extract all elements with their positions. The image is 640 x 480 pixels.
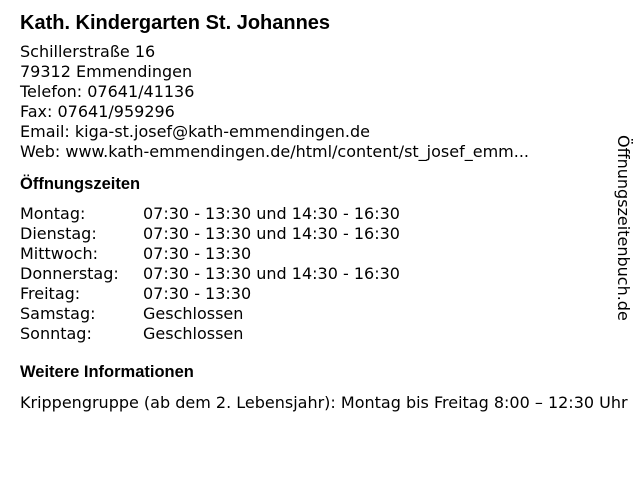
day-hours: 07:30 - 13:30 [143,244,252,263]
city-address: 79312 Emmendingen [20,62,193,81]
day-hours: Geschlossen [143,324,244,343]
hours-row-friday [20,284,620,304]
page-title: Kath. Kindergarten St. Johannes [20,12,331,34]
web-line [20,142,620,162]
web-link[interactable]: www.kath-emmendingen.de/html/content/st_josef_emm... [65,142,529,161]
day-label: Montag: [20,204,86,223]
more-info-text: Krippengruppe (ab dem 2. Lebensjahr): Montag bis Freitag 8:00 – 12:30 Uhr [20,393,628,412]
day-hours: 07:30 - 13:30 und 14:30 - 16:30 [143,204,400,223]
day-hours: 07:30 - 13:30 [143,284,252,303]
hours-row-tuesday [20,224,620,244]
day-label: Sonntag: [20,324,92,343]
email-link[interactable]: kiga-st.josef@kath-emmendingen.de [74,122,371,141]
street-address: Schillerstraße 16 [20,42,156,61]
day-label: Dienstag: [20,224,97,243]
day-label: Mittwoch: [20,244,98,263]
phone-number: Telefon: 07641/41136 [20,82,195,101]
more-info-heading: Weitere Informationen [20,363,194,381]
hours-row-wednesday [20,244,620,264]
opening-hours-heading: Öffnungszeiten [20,175,141,193]
hours-row-sunday [20,324,620,344]
day-hours: 07:30 - 13:30 und 14:30 - 16:30 [143,224,400,243]
site-brand-watermark: Öffnungszeitenbuch.de [614,135,633,321]
web-label: Web: [20,142,61,161]
day-label: Donnerstag: [20,264,119,283]
day-label: Freitag: [20,284,81,303]
fax-number: Fax: 07641/959296 [20,102,175,121]
contact-block [20,42,620,162]
day-hours: 07:30 - 13:30 und 14:30 - 16:30 [143,264,400,283]
email-line [20,122,620,142]
hours-row-thursday [20,264,620,284]
hours-row-monday [20,204,620,224]
day-hours: Geschlossen [143,304,244,323]
opening-hours-table [20,204,620,344]
day-label: Samstag: [20,304,96,323]
email-label: Email: [20,122,70,141]
hours-row-saturday [20,304,620,324]
